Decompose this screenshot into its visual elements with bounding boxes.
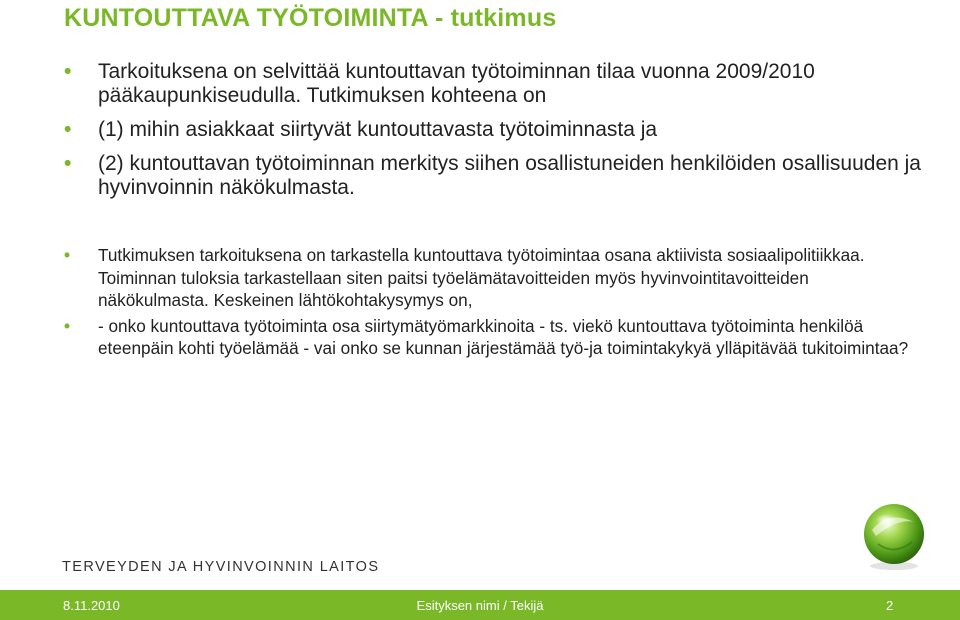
- footer-page-number: 2: [886, 598, 894, 613]
- bullet-item: [64, 60, 924, 108]
- footer-presentation-title: Esityksen nimi / Tekijä: [416, 598, 544, 613]
- bullet-item: [64, 118, 924, 142]
- bullet-text: - onko kuntouttava työtoiminta osa siirtymätyömarkkinoita - ts. viekö kuntouttava työtoiminta henkilöä eteenpäin kohti työelämää - vai onko se kunnan järjestämää työ-ja toimintakykyä ylläpitävää tukitoimintaa?: [98, 315, 909, 358]
- bullet-icon: •: [64, 152, 72, 175]
- slide-footer: [0, 590, 960, 620]
- green-sphere-icon: [858, 500, 930, 572]
- bullet-text: (1) mihin asiakkaat siirtyvät kuntouttavasta työtoiminnasta ja: [98, 118, 658, 141]
- bullet-item: [64, 315, 924, 360]
- main-bullet-list: [64, 60, 924, 210]
- bullet-item: [64, 244, 924, 312]
- bullet-text: Tarkoituksena on selvittää kuntouttavan työtoiminnan tilaa vuonna 2009/2010 pääkaupunkiseudulla. Tutkimuksen kohteena on: [98, 60, 815, 107]
- bullet-icon: •: [64, 315, 71, 336]
- bullet-icon: •: [64, 60, 72, 83]
- bullet-icon: •: [64, 245, 71, 265]
- footer-date: 8.11.2010: [63, 598, 120, 613]
- organization-logo-text: TERVEYDEN JA HYVINVOINNIN LAITOS: [62, 559, 380, 575]
- bullet-item: [64, 152, 924, 200]
- secondary-bullet-list: [64, 244, 924, 363]
- slide-title: KUNTOUTTAVA TYÖTOIMINTA - tutkimus: [64, 4, 557, 32]
- bullet-icon: •: [64, 118, 72, 141]
- bullet-text: (2) kuntouttavan työtoiminnan merkitys siihen osallistuneiden henkilöiden osallisuuden ja hyvinvoinnin näkökulmasta.: [98, 152, 921, 199]
- bullet-text: Tutkimuksen tarkoituksena on tarkastella kuntouttava työtoimintaa osana aktiivista sosiaalipolitiikkaa. Toiminnan tuloksia tarkastellaan siten paitsi työelämätavoitteiden myös hyvinvointitavoitteiden näkökulmasta. Keskeinen lähtökohtakysymys on,: [98, 245, 865, 310]
